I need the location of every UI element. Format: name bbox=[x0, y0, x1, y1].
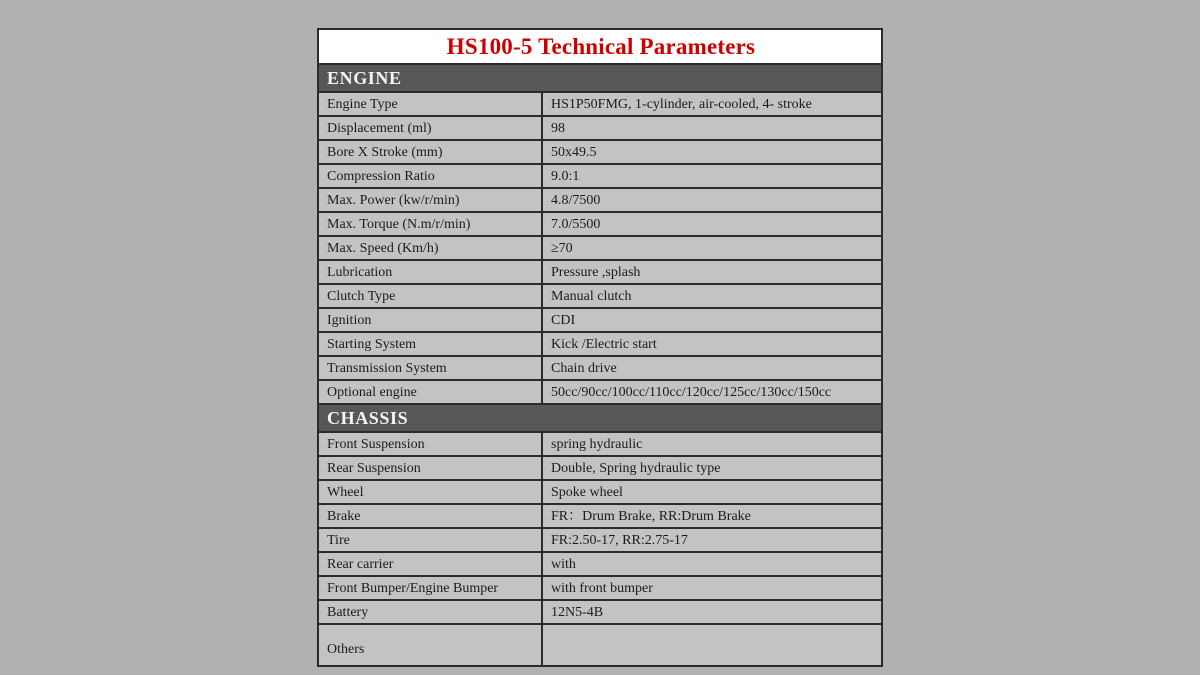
table-row bbox=[318, 432, 882, 456]
spec-label: Ignition bbox=[318, 308, 542, 332]
spec-label: Rear carrier bbox=[318, 552, 542, 576]
table-row bbox=[318, 480, 882, 504]
spec-value: Double, Spring hydraulic type bbox=[542, 456, 882, 480]
spec-label: Optional engine bbox=[318, 380, 542, 404]
spec-label: Tire bbox=[318, 528, 542, 552]
table-row bbox=[318, 624, 882, 666]
spec-value: FR：Drum Brake, RR:Drum Brake bbox=[542, 504, 882, 528]
spec-label: Wheel bbox=[318, 480, 542, 504]
table-row bbox=[318, 576, 882, 600]
table-row bbox=[318, 116, 882, 140]
spec-value: 50cc/90cc/100cc/110cc/120cc/125cc/130cc/150cc bbox=[542, 380, 882, 404]
section-header-row bbox=[318, 64, 882, 92]
spec-label: Clutch Type bbox=[318, 284, 542, 308]
spec-label: Max. Power (kw/r/min) bbox=[318, 188, 542, 212]
page-title: HS100-5 Technical Parameters bbox=[318, 29, 882, 64]
table-row bbox=[318, 284, 882, 308]
page-background bbox=[0, 28, 1200, 675]
table-row bbox=[318, 260, 882, 284]
spec-label: Displacement (ml) bbox=[318, 116, 542, 140]
table-row bbox=[318, 236, 882, 260]
spec-label: Rear Suspension bbox=[318, 456, 542, 480]
spec-label: Bore X Stroke (mm) bbox=[318, 140, 542, 164]
table-row bbox=[318, 380, 882, 404]
table-row bbox=[318, 600, 882, 624]
spec-value: CDI bbox=[542, 308, 882, 332]
spec-value: with front bumper bbox=[542, 576, 882, 600]
spec-value: 4.8/7500 bbox=[542, 188, 882, 212]
section-header-engine: ENGINE bbox=[318, 64, 882, 92]
spec-label: Starting System bbox=[318, 332, 542, 356]
table-row bbox=[318, 164, 882, 188]
spec-value: 12N5-4B bbox=[542, 600, 882, 624]
table-row bbox=[318, 356, 882, 380]
spec-value: ≥70 bbox=[542, 236, 882, 260]
spec-label: Brake bbox=[318, 504, 542, 528]
spec-value: FR:2.50-17, RR:2.75-17 bbox=[542, 528, 882, 552]
spec-value: Pressure ,splash bbox=[542, 260, 882, 284]
spec-value: 7.0/5500 bbox=[542, 212, 882, 236]
table-row bbox=[318, 528, 882, 552]
spec-label: Transmission System bbox=[318, 356, 542, 380]
spec-label: Front Bumper/Engine Bumper bbox=[318, 576, 542, 600]
table-row bbox=[318, 456, 882, 480]
spec-value bbox=[542, 624, 882, 666]
spec-value: Spoke wheel bbox=[542, 480, 882, 504]
table-row bbox=[318, 504, 882, 528]
title-row bbox=[318, 29, 882, 64]
spec-label: Others bbox=[318, 624, 542, 666]
spec-value: Kick /Electric start bbox=[542, 332, 882, 356]
spec-value: spring hydraulic bbox=[542, 432, 882, 456]
section-header-chassis: CHASSIS bbox=[318, 404, 882, 432]
spec-value: 50x49.5 bbox=[542, 140, 882, 164]
spec-value: Manual clutch bbox=[542, 284, 882, 308]
spec-value: Chain drive bbox=[542, 356, 882, 380]
spec-value: with bbox=[542, 552, 882, 576]
section-header-row bbox=[318, 404, 882, 432]
spec-label: Lubrication bbox=[318, 260, 542, 284]
spec-label: Engine Type bbox=[318, 92, 542, 116]
table-row bbox=[318, 332, 882, 356]
table-row bbox=[318, 212, 882, 236]
spec-label: Max. Torque (N.m/r/min) bbox=[318, 212, 542, 236]
spec-label: Compression Ratio bbox=[318, 164, 542, 188]
table-row bbox=[318, 188, 882, 212]
spec-value: HS1P50FMG, 1-cylinder, air-cooled, 4- stroke bbox=[542, 92, 882, 116]
table-row bbox=[318, 308, 882, 332]
table-row bbox=[318, 140, 882, 164]
spec-value: 9.0:1 bbox=[542, 164, 882, 188]
spec-table bbox=[317, 28, 883, 667]
spec-label: Front Suspension bbox=[318, 432, 542, 456]
spec-label: Battery bbox=[318, 600, 542, 624]
table-row bbox=[318, 552, 882, 576]
spec-label: Max. Speed (Km/h) bbox=[318, 236, 542, 260]
spec-value: 98 bbox=[542, 116, 882, 140]
table-row bbox=[318, 92, 882, 116]
